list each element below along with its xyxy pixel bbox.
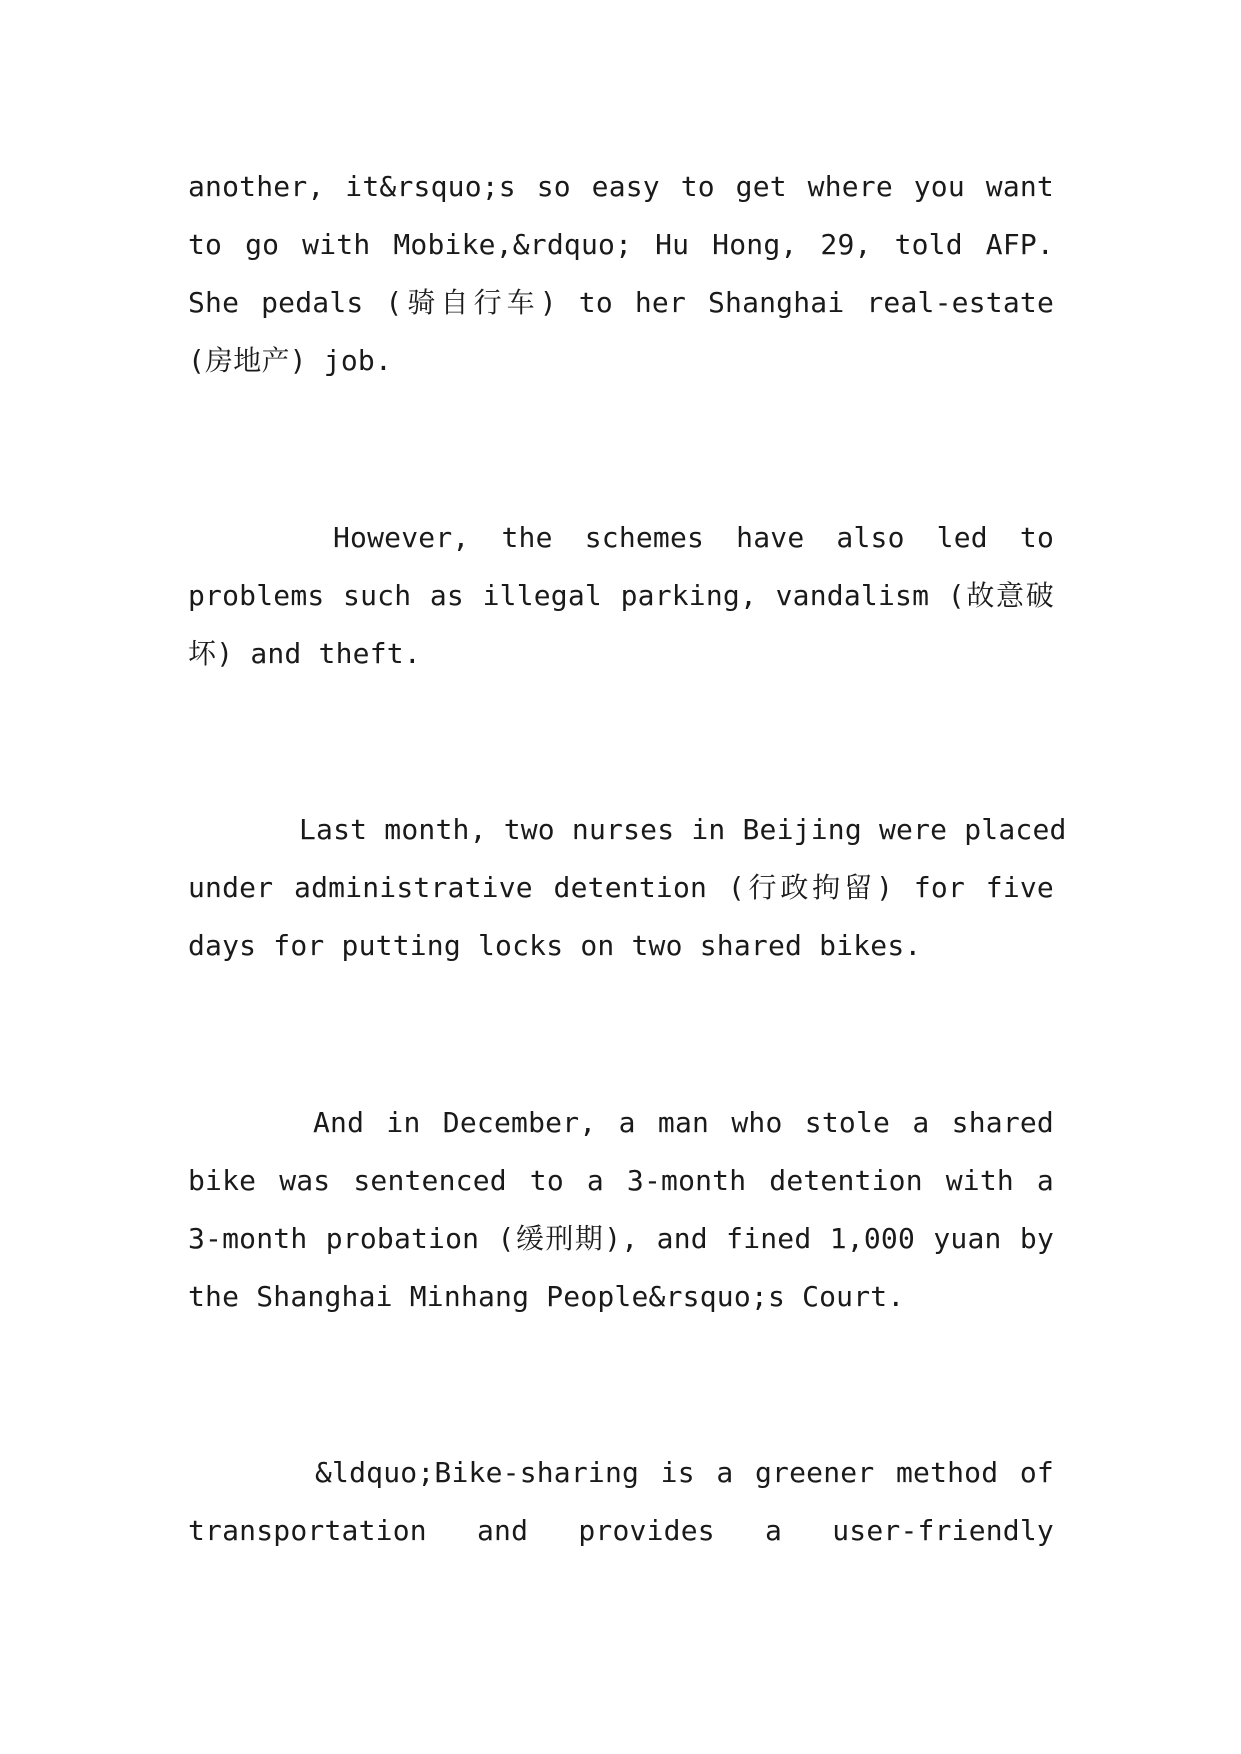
text-line: under administrative detention (行政拘留) for five: [188, 871, 1054, 904]
text-line: However, the schemes have also led to: [333, 521, 1054, 554]
text-line: problems such as illegal parking, vandalism (故意破: [188, 579, 1054, 612]
text-line: And in December, a man who stole a shared: [313, 1106, 1054, 1139]
paragraph-problems: [188, 509, 1054, 683]
paragraph-bike-sharing-quote: [188, 1444, 1054, 1560]
text-line: days for putting locks on two shared bikes.: [188, 929, 922, 962]
text-line: transportation and provides a user-friendly: [188, 1514, 1054, 1547]
text-line: 坏) and theft.: [188, 637, 421, 670]
text-line: bike was sentenced to a 3-month detention with a: [188, 1164, 1054, 1197]
text-line: &ldquo;Bike-sharing is a greener method of: [315, 1456, 1054, 1489]
text-line: She pedals (骑自行车) to her Shanghai real-estate: [188, 286, 1054, 319]
paragraph-hu-hong-quote: [188, 158, 1054, 390]
text-line: to go with Mobike,&rdquo; Hu Hong, 29, told AFP.: [188, 228, 1054, 261]
text-line: another, it&rsquo;s so easy to get where you want: [188, 170, 1054, 203]
text-line: 3-month probation (缓刑期), and fined 1,000 yuan by: [188, 1222, 1054, 1255]
paragraph-nurses-detention: [188, 801, 1067, 975]
paragraph-theft-sentence: [188, 1094, 1054, 1326]
text-line: (房地产) job.: [188, 344, 393, 377]
text-line: Last month, two nurses in Beijing were placed: [299, 813, 1067, 846]
text-line: the Shanghai Minhang People&rsquo;s Court.: [188, 1280, 905, 1313]
